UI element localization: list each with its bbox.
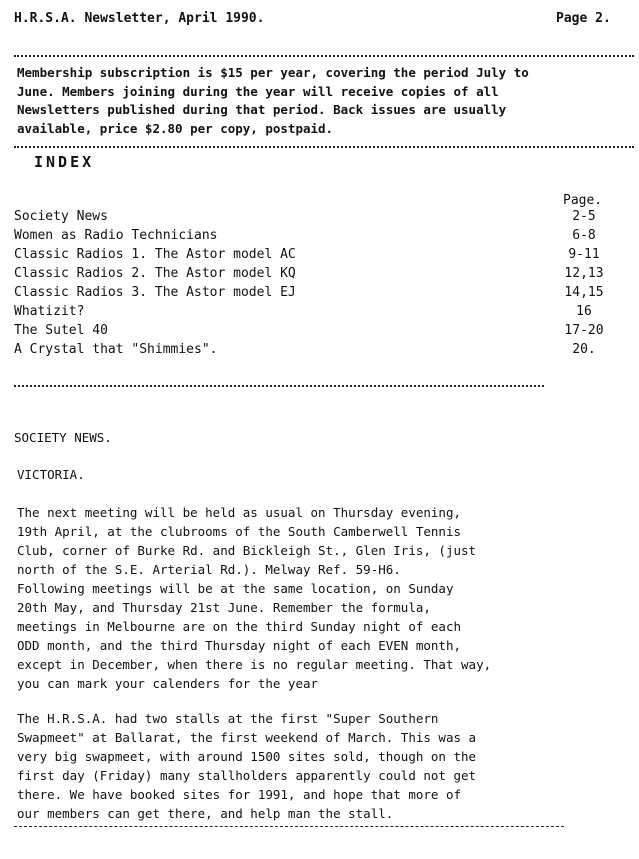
index-entry [14,323,614,341]
paragraph-line: first day (Friday) many stallholders apparently could not get [17,768,477,783]
membership-line: Newsletters published during that period. Back issues are usually [17,102,507,117]
index-entry [14,285,614,303]
dashed-divider [14,826,564,827]
paragraph-line: except in December, when there is no regular meeting. That way, [17,657,492,672]
index-entry [14,209,614,227]
dotted-divider [14,55,634,57]
paragraph-line: north of the S.E. Arterial Rd.). Melway Ref. 59-H6. [17,562,401,577]
paragraph-line: meetings in Melbourne are on the third Sunday night of each [17,619,462,634]
meeting-paragraph [17,503,627,693]
index-entry-page: 20. [572,342,596,357]
index-entry-page: 12,13 [564,266,604,281]
index-entry-page: 6-8 [572,228,596,243]
paragraph-line: Swapmeet" at Ballarat, the first weekend of March. This was a [17,730,477,745]
index-entry-title: The Sutel 40 [14,323,108,338]
membership-paragraph [17,64,627,138]
paragraph-line: there. We have booked sites for 1991, and hope that more of [17,787,462,802]
index-entry-page: 9-11 [568,247,600,262]
index-entry-page: 16 [576,304,592,319]
section-heading: SOCIETY NEWS. [14,430,112,445]
membership-line: Membership subscription is $15 per year, covering the period July to [17,65,529,80]
swapmeet-paragraph [17,709,627,823]
paragraph-line: The H.R.S.A. had two stalls at the first "Super Southern [17,711,439,726]
paragraph-line: very big swapmeet, with around 1500 sites sold, though on the [17,749,477,764]
index-entry [14,266,614,284]
paragraph-line: 20th May, and Thursday 21st June. Remember the formula, [17,600,431,615]
index-entry-title: Women as Radio Technicians [14,228,218,243]
page-number: Page 2. [556,11,611,26]
dotted-divider [14,146,634,148]
index-entry-title: Classic Radios 2. The Astor model KQ [14,266,296,281]
index-entry-title: Classic Radios 1. The Astor model AC [14,247,296,262]
section-subheading: VICTORIA. [17,467,85,482]
newsletter-title: H.R.S.A. Newsletter, April 1990. [14,11,265,26]
index-entry-title: Classic Radios 3. The Astor model EJ [14,285,296,300]
index-title: INDEX [34,153,95,171]
index-entry-page: 14,15 [564,285,604,300]
index-entry [14,228,614,246]
dotted-divider [14,385,544,387]
index-entry-title: Whatizit? [14,304,85,319]
index-entry-page: 2-5 [572,209,596,224]
index-entry-title: Society News [14,209,108,224]
paragraph-line: Following meetings will be at the same location, on Sunday [17,581,454,596]
index-entry-title: A Crystal that "Shimmies". [14,342,218,357]
membership-line: available, price $2.80 per copy, postpaid. [17,120,334,136]
paragraph-line: ODD month, and the third Thursday night of each EVEN month, [17,638,462,653]
paragraph-line: 19th April, at the clubrooms of the South Camberwell Tennis [17,524,462,539]
paragraph-line: you can mark your calenders for the year [17,676,319,691]
paragraph-line: our members can get there, and help man the stall. [17,806,394,821]
membership-line: June. Members joining during the year will receive copies of all [17,83,499,99]
index-entry [14,342,614,360]
index-entry [14,247,614,265]
index-page-heading: Page. [563,193,603,208]
paragraph-line: Club, corner of Burke Rd. and Bickleigh St., Glen Iris, (just [17,543,477,558]
index-entry-page: 17-20 [564,323,604,338]
paragraph-line: The next meeting will be held as usual on Thursday evening, [17,505,462,520]
index-entry [14,304,614,322]
